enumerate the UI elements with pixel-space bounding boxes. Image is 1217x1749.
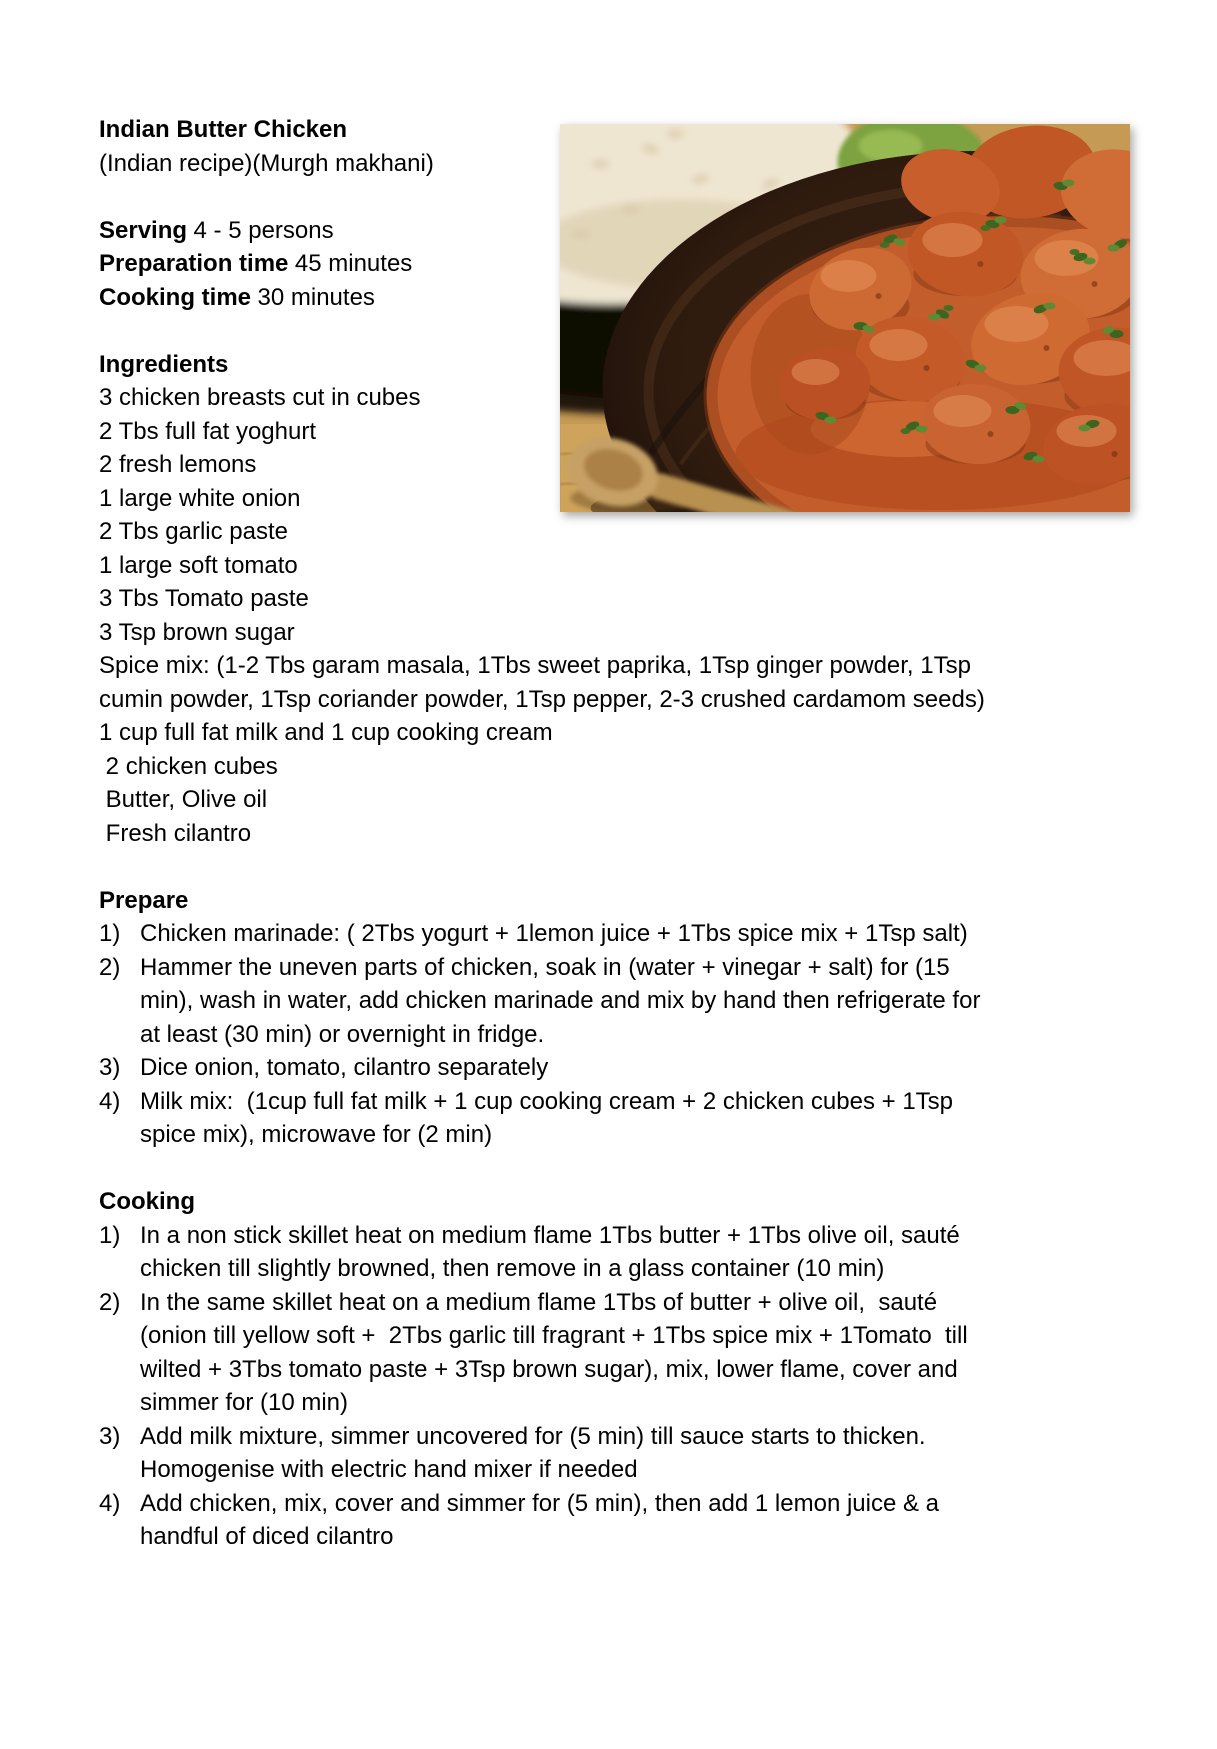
prepare-step: Hammer the uneven parts of chicken, soak in (water + vinegar + salt) for (15 min), wash in water, add chicken marinade and mix by hand then refrigerate for at least (30 min) or overnight in fridge. [140, 953, 988, 1048]
ingredients-heading: Ingredients [99, 350, 229, 378]
prepare-step: Milk mix: (1cup full fat milk + 1 cup cooking cream + 2 chicken cubes + 1Tsp spice mix), microwave for (2 min) [140, 1087, 960, 1148]
prepare-step: Chicken marinade: ( 2Tbs yogurt + 1lemon juice + 1Tbs spice mix + 1Tsp salt) [140, 920, 968, 947]
prepare-step: Dice onion, tomato, cilantro separately [140, 1054, 549, 1081]
meta-label: Serving [99, 216, 188, 244]
ingredient-item: 2 Tbs full fat yoghurt [99, 417, 317, 445]
ingredient-item: 3 Tbs Tomato paste [99, 585, 309, 612]
meta-value: 30 minutes [257, 283, 375, 311]
cooking-step: In a non stick skillet heat on medium flame 1Tbs butter + 1Tbs olive oil, sauté chicken till slightly browned, then remove in a glass container (10 min) [140, 1221, 967, 1282]
ingredient-item: 1 large white onion [99, 484, 301, 512]
ingredient-item: 3 Tsp brown sugar [99, 618, 295, 646]
meta-label: Cooking time [99, 283, 252, 311]
meta-row [99, 247, 999, 281]
page-title: Indian Butter Chicken [99, 116, 348, 143]
ingredient-item: 1 large soft tomato [99, 551, 298, 579]
prepare-steps [99, 917, 999, 1152]
meta-block [99, 214, 999, 315]
ingredient-item: Butter, Olive oil [99, 786, 268, 813]
cooking-step: Add milk mixture, simmer uncovered for (5 min) till sauce starts to thicken. Homogenise with electric hand mixer if needed [140, 1422, 933, 1483]
prepare-section [99, 884, 999, 1152]
ingredient-item: 2 chicken cubes [99, 752, 278, 780]
title-block [99, 113, 999, 180]
ingredient-item: Fresh cilantro [99, 819, 252, 847]
meta-label: Preparation time [99, 250, 289, 277]
ingredient-item: 3 chicken breasts cut in cubes [99, 384, 421, 411]
ingredients-section [99, 348, 999, 851]
cooking-step: Add chicken, mix, cover and simmer for (5 min), then add 1 lemon juice & a handful of diced cilantro [140, 1489, 946, 1550]
meta-value: 45 minutes [294, 250, 413, 277]
ingredient-item: 2 fresh lemons [99, 451, 257, 478]
meta-row [99, 281, 999, 315]
ingredient-item: Spice mix: (1-2 Tbs garam masala, 1Tbs sweet paprika, 1Tsp ginger powder, 1Tsp cumin powder, 1Tsp coriander powder, 1Tsp pepper, 2-3 crushed cardamom seeds) [99, 652, 985, 713]
meta-value: 4 - 5 persons [193, 216, 334, 244]
ingredient-item: 2 Tbs garlic paste [99, 518, 288, 545]
cooking-heading: Cooking [99, 1188, 195, 1215]
recipe-content [99, 113, 999, 1554]
cooking-step: In the same skillet heat on a medium flame 1Tbs of butter + olive oil, sauté (onion till yellow soft + 2Tbs garlic till fragrant + 1Tbs spice mix + 1Tomato till wilted + 3Tbs tomato paste + 3Tsp brown sugar), mix, lower flame, cover and simmer for (10 min) [140, 1288, 975, 1416]
meta-row [99, 214, 999, 248]
prepare-heading: Prepare [99, 886, 189, 914]
ingredients-list [99, 381, 999, 850]
cooking-section [99, 1185, 999, 1554]
ingredient-item: 1 cup full fat milk and 1 cup cooking cream [99, 719, 553, 746]
cooking-steps [99, 1219, 999, 1554]
page-subtitle: (Indian recipe)(Murgh makhani) [99, 149, 434, 177]
